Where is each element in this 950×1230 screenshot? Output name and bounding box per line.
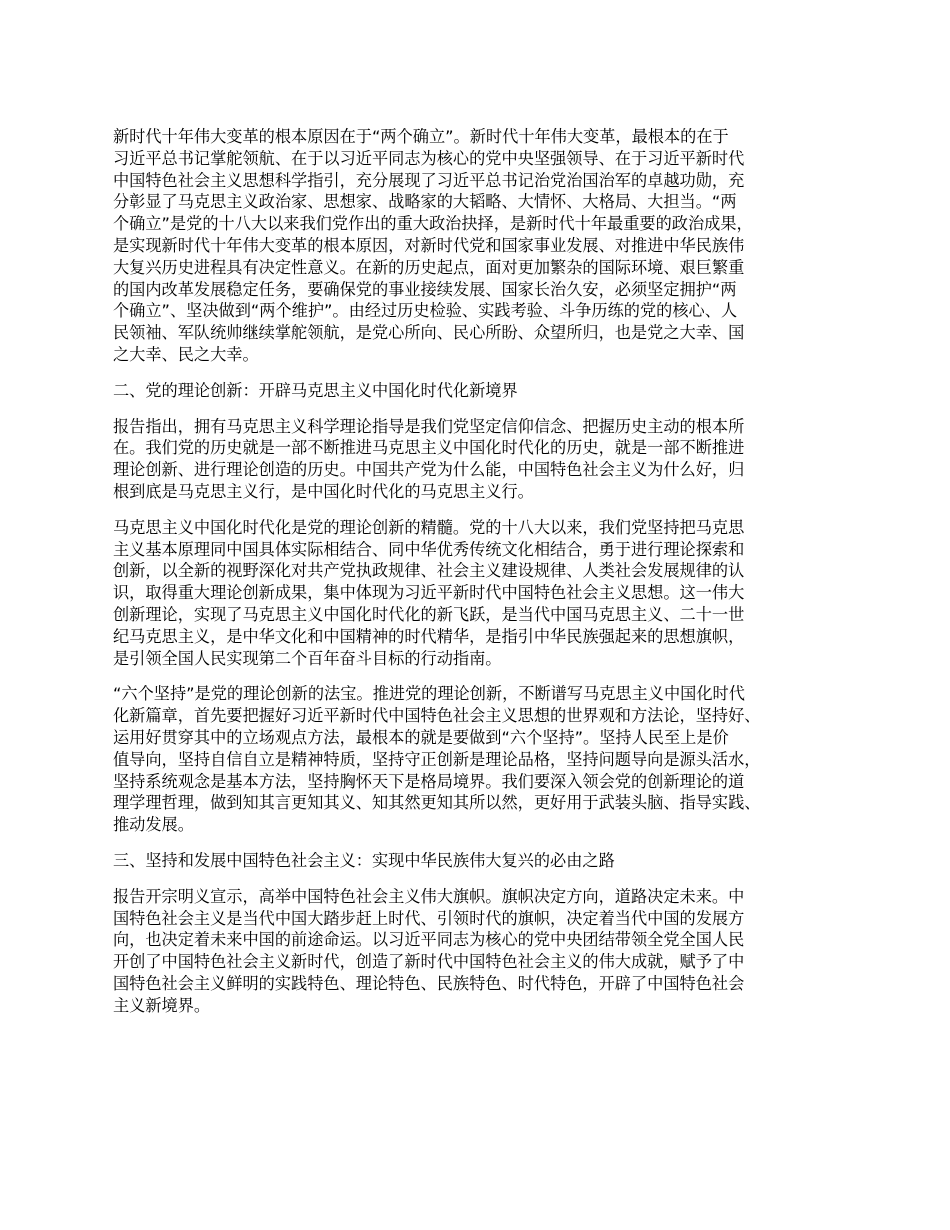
- section-heading-theory-innovation: 二、党的理论创新：开辟马克思主义中国化时代化新境界: [113, 380, 518, 400]
- paragraph-line: 马克思主义中国化时代化是党的理论创新的精髓。党的十八大以来，我们党坚持把马克思: [113, 517, 745, 537]
- paragraph-line: 习近平总书记掌舵领航、在于以习近平同志为核心的党中央坚强领导、在于习近平新时代: [113, 148, 745, 168]
- document-page: [113, 126, 843, 1016]
- paragraph-six-persistences: [113, 683, 843, 836]
- paragraph-line: 在。我们党的历史就是一部不断推进马克思主义中国化时代化的历史，就是一部不断推进: [113, 438, 745, 458]
- paragraph-line: 主义新境界。: [113, 995, 211, 1015]
- paragraph-line: 中国特色社会主义思想科学指引，充分展现了习近平总书记治党治国治军的卓越功勋，充: [113, 170, 745, 190]
- paragraph-line: 开创了中国特色社会主义新时代，创造了新时代中国特色社会主义的伟大成就，赋予了中: [113, 952, 745, 972]
- paragraph-line: 民领袖、军队统帅继续掌舵领航，是党心所向、民心所盼、众望所归，也是党之大幸、国: [113, 323, 745, 343]
- paragraph-two-establishments: [113, 126, 843, 366]
- paragraph-line: “六个坚持”是党的理论创新的法宝。推进党的理论创新，不断谱写马克思主义中国化时代: [113, 684, 745, 704]
- paragraph-line: 是引领全国人民实现第二个百年奋斗目标的行动指南。: [113, 648, 502, 668]
- paragraph-line: 报告开宗明义宣示，高举中国特色社会主义伟大旗帜。旗帜决定方向，道路决定未来。中: [113, 886, 745, 906]
- paragraph-line: 的国内改革发展稳定任务，要确保党的事业接续发展、国家长治久安，必须坚定拥护“两: [113, 279, 737, 299]
- paragraph-line: 报告指出，拥有马克思主义科学理论指导是我们党坚定信仰信念、把握历史主动的根本所: [113, 416, 745, 436]
- paragraph-line: 国特色社会主义是当代中国大踏步赶上时代、引领时代的旗帜，决定着当代中国的发展方: [113, 908, 745, 928]
- paragraph-report-points-out: [113, 416, 843, 503]
- paragraph-line: 推动发展。: [113, 815, 194, 835]
- paragraph-line: 理学理哲理，做到知其言更知其义、知其然更知其所以然，更好用于武装头脑、指导实践、: [113, 793, 761, 813]
- paragraph-line: 大复兴历史进程具有决定性意义。在新的历史起点，面对更加繁杂的国际环境、艰巨繁重: [113, 257, 745, 277]
- paragraph-line: 运用好贯穿其中的立场观点方法，最根本的就是要做到“六个坚持”。坚持人民至上是价: [113, 727, 729, 747]
- paragraph-line: 识，取得重大理论创新成果，集中体现为习近平新时代中国特色社会主义思想。这一伟大: [113, 583, 745, 603]
- paragraph-line: 坚持系统观念是基本方法，坚持胸怀天下是格局境界。我们要深入领会党的创新理论的道: [113, 771, 745, 791]
- paragraph-line: 是实现新时代十年伟大变革的根本原因，对新时代党和国家事业发展、对推进中华民族伟: [113, 235, 745, 255]
- paragraph-line: 创新，以全新的视野深化对共产党执政规律、社会主义建设规律、人类社会发展规律的认: [113, 561, 745, 581]
- paragraph-marxism-sinicization: [113, 517, 843, 670]
- paragraph-line: 个确立”、坚决做到“两个维护”。由经过历史检验、实践考验、斗争历练的党的核心、人: [113, 301, 738, 321]
- paragraph-line: 根到底是马克思主义行，是中国化时代化的马克思主义行。: [113, 481, 534, 501]
- paragraph-line: 化新篇章，首先要把握好习近平新时代中国特色社会主义思想的世界观和方法论，坚持好、: [113, 706, 761, 726]
- paragraph-line: 向，也决定着未来中国的前途命运。以习近平同志为核心的党中央团结带领全党全国人民: [113, 930, 745, 950]
- paragraph-line: 值导向，坚持自信自立是精神特质，坚持守正创新是理论品格，坚持问题导向是源头活水，: [113, 749, 761, 769]
- paragraph-line: 国特色社会主义鲜明的实践特色、理论特色、民族特色、时代特色，开辟了中国特色社会: [113, 973, 745, 993]
- paragraph-line: 分彰显了马克思主义政治家、思想家、战略家的大韬略、大情怀、大格局、大担当。“两: [113, 192, 737, 212]
- paragraph-line: 个确立”是党的十八大以来我们党作出的重大政治抉择，是新时代十年最重要的政治成果，: [113, 214, 753, 234]
- paragraph-line: 新时代十年伟大变革的根本原因在于“两个确立”。新时代十年伟大变革，最根本的在于: [113, 127, 729, 146]
- paragraph-line: 理论创新、进行理论创造的历史。中国共产党为什么能，中国特色社会主义为什么好，归: [113, 460, 745, 480]
- section-heading-socialism-path: 三、坚持和发展中国特色社会主义：实现中华民族伟大复兴的必由之路: [113, 850, 615, 870]
- paragraph-report-proclaims: [113, 886, 843, 1017]
- paragraph-line: 纪马克思主义，是中华文化和中国精神的时代精华，是指引中华民族强起来的思想旗帜，: [113, 626, 745, 646]
- paragraph-line: 创新理论，实现了马克思主义中国化时代化的新飞跃，是当代中国马克思主义、二十一世: [113, 604, 745, 624]
- paragraph-line: 主义基本原理同中国具体实际相结合、同中华优秀传统文化相结合，勇于进行理论探索和: [113, 539, 745, 559]
- paragraph-line: 之大幸、民之大幸。: [113, 344, 259, 364]
